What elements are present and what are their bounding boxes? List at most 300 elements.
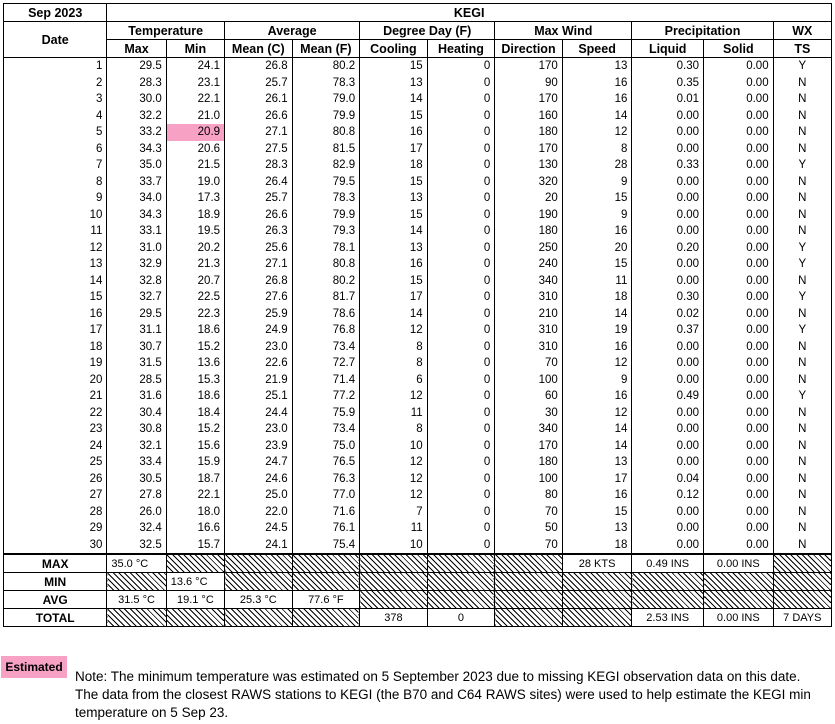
- max-cell: 32.7: [107, 289, 166, 306]
- cooling-cell: 16: [360, 124, 428, 141]
- direction-cell: 310: [495, 322, 563, 339]
- mean-f-cell: 79.0: [292, 91, 360, 108]
- min-cell: 18.6: [166, 388, 224, 405]
- min-cell: 15.2: [166, 421, 224, 438]
- hatched-cell: [632, 591, 704, 609]
- min-cell: 21.3: [166, 256, 224, 273]
- summary-avg-row: [4, 591, 832, 609]
- speed-cell: 16: [562, 223, 632, 240]
- heating-cell: 0: [427, 421, 495, 438]
- mean-f-cell: 72.7: [292, 355, 360, 372]
- direction-cell: 50: [495, 520, 563, 537]
- solid-cell: 0.00: [704, 141, 774, 158]
- heating-cell: 0: [427, 141, 495, 158]
- heating-cell: 0: [427, 355, 495, 372]
- direction-cell: 180: [495, 223, 563, 240]
- ts-cell: Y: [773, 256, 831, 273]
- liquid-cell: 0.00: [632, 108, 704, 125]
- min-cell: 21.0: [166, 108, 224, 125]
- min-column-header: Min: [166, 40, 224, 58]
- ts-cell: N: [773, 372, 831, 389]
- date-cell: 18: [4, 339, 107, 356]
- hatched-cell: [427, 591, 495, 609]
- hatched-cell: [225, 554, 293, 573]
- hatched-cell: [292, 609, 360, 627]
- ts-cell: N: [773, 504, 831, 521]
- mean-f-cell: 80.2: [292, 273, 360, 290]
- max-cell: 29.5: [107, 58, 166, 75]
- ts-cell: N: [773, 454, 831, 471]
- ts-cell: Y: [773, 322, 831, 339]
- min-cell: 21.5: [166, 157, 224, 174]
- table-row: [4, 405, 832, 422]
- liquid-cell: 0.20: [632, 240, 704, 257]
- speed-cell: 9: [562, 207, 632, 224]
- date-cell: 26: [4, 471, 107, 488]
- min-cell: 22.3: [166, 306, 224, 323]
- ts-cell: N: [773, 190, 831, 207]
- min-cell: 15.3: [166, 372, 224, 389]
- mean-f-cell: 73.4: [292, 421, 360, 438]
- estimated-min-cell: 20.9: [166, 124, 224, 141]
- heating-cell: 0: [427, 256, 495, 273]
- solid-cell: 0.00: [704, 174, 774, 191]
- date-cell: 19: [4, 355, 107, 372]
- speed-cell: 16: [562, 339, 632, 356]
- liquid-cell: 0.49: [632, 388, 704, 405]
- cooling-cell: 13: [360, 240, 428, 257]
- footnote: Note: The minimum temperature was estimated on 5 September 2023 due to missing KEGI observation data on this date. The data from the closest RAWS stations to KEGI (the B70 and C64 RAWS sites) were used to help estimate the KEGI min temperature on 5 Sep 23.: [75, 669, 811, 720]
- direction-cell: 340: [495, 273, 563, 290]
- heating-cell: 0: [427, 537, 495, 555]
- max-cell: 27.8: [107, 487, 166, 504]
- date-cell: 6: [4, 141, 107, 158]
- mean-c-cell: 26.6: [225, 207, 293, 224]
- solid-cell: 0.00: [704, 421, 774, 438]
- cooling-cell: 17: [360, 141, 428, 158]
- direction-cell: 130: [495, 157, 563, 174]
- solid-cell: 0.00: [704, 190, 774, 207]
- mean-f-cell: 76.1: [292, 520, 360, 537]
- max-cell: 30.8: [107, 421, 166, 438]
- ts-cell: N: [773, 75, 831, 92]
- min-cell: 18.6: [166, 322, 224, 339]
- liquid-cell: 0.00: [632, 355, 704, 372]
- solid-cell: 0.00: [704, 520, 774, 537]
- solid-cell: 0.00: [704, 306, 774, 323]
- liquid-cell: 0.00: [632, 438, 704, 455]
- solid-cell: 0.00: [704, 372, 774, 389]
- hatched-cell: [166, 609, 224, 627]
- heating-cell: 0: [427, 223, 495, 240]
- mean-c-cell: 26.8: [225, 273, 293, 290]
- max-cell: 33.1: [107, 223, 166, 240]
- liquid-cell: 0.00: [632, 339, 704, 356]
- ts-column-header: TS: [773, 40, 831, 58]
- mean-f-cell: 79.5: [292, 174, 360, 191]
- cooling-cell: 14: [360, 91, 428, 108]
- ts-cell: Y: [773, 240, 831, 257]
- solid-cell: 0.00: [704, 405, 774, 422]
- cooling-cell: 8: [360, 355, 428, 372]
- table-row: [4, 537, 832, 555]
- mean-c-column-header: Mean (C): [225, 40, 293, 58]
- mean-f-cell: 75.9: [292, 405, 360, 422]
- table-row: [4, 438, 832, 455]
- date-cell: 21: [4, 388, 107, 405]
- max-cell: 34.3: [107, 141, 166, 158]
- max-cell: 29.5: [107, 306, 166, 323]
- mean-f-cell: 77.0: [292, 487, 360, 504]
- mean-f-cell: 80.2: [292, 58, 360, 75]
- date-cell: 22: [4, 405, 107, 422]
- heating-cell: 0: [427, 520, 495, 537]
- max-cell: 32.1: [107, 438, 166, 455]
- direction-cell: 80: [495, 487, 563, 504]
- liquid-cell: 0.00: [632, 421, 704, 438]
- hatched-cell: [495, 609, 563, 627]
- wx-group-header: WX: [773, 22, 831, 40]
- direction-column-header: Direction: [495, 40, 563, 58]
- summary-min-row: [4, 573, 832, 591]
- date-cell: 9: [4, 190, 107, 207]
- direction-cell: 170: [495, 141, 563, 158]
- speed-cell: 15: [562, 190, 632, 207]
- table-row: [4, 322, 832, 339]
- precipitation-group-header: Precipitation: [632, 22, 773, 40]
- max-cell: 30.7: [107, 339, 166, 356]
- mean-c-cell: 22.6: [225, 355, 293, 372]
- liquid-cell: 0.00: [632, 124, 704, 141]
- date-cell: 29: [4, 520, 107, 537]
- cooling-cell: 12: [360, 471, 428, 488]
- table-row: [4, 141, 832, 158]
- speed-cell: 16: [562, 487, 632, 504]
- direction-cell: 250: [495, 240, 563, 257]
- table-row: [4, 471, 832, 488]
- max-cell: 33.4: [107, 454, 166, 471]
- max-cell: 28.5: [107, 372, 166, 389]
- heating-cell: 0: [427, 273, 495, 290]
- heating-cell: 0: [427, 339, 495, 356]
- direction-cell: 320: [495, 174, 563, 191]
- total-row-label: TOTAL: [4, 609, 107, 627]
- summary-min-temp: 13.6 °C: [166, 573, 224, 591]
- ts-cell: N: [773, 141, 831, 158]
- ts-cell: N: [773, 273, 831, 290]
- min-cell: 22.1: [166, 91, 224, 108]
- mean-c-cell: 23.9: [225, 438, 293, 455]
- mean-f-cell: 78.6: [292, 306, 360, 323]
- table-row: [4, 108, 832, 125]
- cooling-cell: 10: [360, 537, 428, 555]
- solid-cell: 0.00: [704, 504, 774, 521]
- min-cell: 17.3: [166, 190, 224, 207]
- date-cell: 10: [4, 207, 107, 224]
- cooling-cell: 15: [360, 174, 428, 191]
- liquid-cell: 0.00: [632, 504, 704, 521]
- solid-cell: 0.00: [704, 537, 774, 555]
- direction-cell: 70: [495, 537, 563, 555]
- mean-c-cell: 22.0: [225, 504, 293, 521]
- hatched-cell: [495, 591, 563, 609]
- table-row: [4, 91, 832, 108]
- ts-cell: N: [773, 405, 831, 422]
- direction-cell: 70: [495, 504, 563, 521]
- hatched-cell: [632, 573, 704, 591]
- table-row: [4, 504, 832, 521]
- heating-cell: 0: [427, 405, 495, 422]
- summary-total-row: [4, 609, 832, 627]
- liquid-cell: 0.00: [632, 273, 704, 290]
- direction-cell: 170: [495, 91, 563, 108]
- min-cell: 18.7: [166, 471, 224, 488]
- solid-cell: 0.00: [704, 454, 774, 471]
- direction-cell: 170: [495, 438, 563, 455]
- solid-cell: 0.00: [704, 289, 774, 306]
- ts-cell: N: [773, 421, 831, 438]
- cooling-cell: 15: [360, 273, 428, 290]
- cooling-cell: 12: [360, 487, 428, 504]
- summary-avg-mean-c: 25.3 °C: [225, 591, 293, 609]
- max-cell: 34.3: [107, 207, 166, 224]
- direction-cell: 30: [495, 405, 563, 422]
- direction-cell: 240: [495, 256, 563, 273]
- liquid-cell: 0.04: [632, 471, 704, 488]
- heating-cell: 0: [427, 454, 495, 471]
- cooling-cell: 8: [360, 339, 428, 356]
- date-column-header: Date: [4, 22, 107, 58]
- speed-cell: 18: [562, 537, 632, 555]
- climate-summary-table: [3, 3, 832, 627]
- min-cell: 16.6: [166, 520, 224, 537]
- hatched-cell: [773, 554, 831, 573]
- table-row: [4, 372, 832, 389]
- speed-cell: 20: [562, 240, 632, 257]
- summary-total-liquid: 2.53 INS: [632, 609, 704, 627]
- solid-cell: 0.00: [704, 207, 774, 224]
- mean-c-cell: 24.5: [225, 520, 293, 537]
- solid-column-header: Solid: [704, 40, 774, 58]
- table-row: [4, 240, 832, 257]
- mean-f-cell: 79.9: [292, 207, 360, 224]
- date-cell: 28: [4, 504, 107, 521]
- mean-f-cell: 80.8: [292, 124, 360, 141]
- hatched-cell: [107, 573, 166, 591]
- solid-cell: 0.00: [704, 108, 774, 125]
- heating-cell: 0: [427, 504, 495, 521]
- cooling-cell: 12: [360, 454, 428, 471]
- ts-cell: N: [773, 438, 831, 455]
- heating-cell: 0: [427, 157, 495, 174]
- speed-cell: 8: [562, 141, 632, 158]
- heating-cell: 0: [427, 174, 495, 191]
- max-cell: 34.0: [107, 190, 166, 207]
- date-cell: 27: [4, 487, 107, 504]
- min-cell: 15.6: [166, 438, 224, 455]
- mean-c-cell: 24.1: [225, 537, 293, 555]
- speed-cell: 12: [562, 405, 632, 422]
- mean-f-cell: 81.7: [292, 289, 360, 306]
- mean-c-cell: 26.8: [225, 58, 293, 75]
- heating-cell: 0: [427, 58, 495, 75]
- liquid-cell: 0.12: [632, 487, 704, 504]
- direction-cell: 310: [495, 289, 563, 306]
- date-cell: 23: [4, 421, 107, 438]
- mean-f-cell: 78.1: [292, 240, 360, 257]
- liquid-cell: 0.00: [632, 190, 704, 207]
- max-row-label: MAX: [4, 554, 107, 573]
- summary-avg-max: 31.5 °C: [107, 591, 166, 609]
- date-cell: 4: [4, 108, 107, 125]
- max-cell: 30.5: [107, 471, 166, 488]
- date-cell: 16: [4, 306, 107, 323]
- hatched-cell: [704, 573, 774, 591]
- min-cell: 22.5: [166, 289, 224, 306]
- date-cell: 13: [4, 256, 107, 273]
- hatched-cell: [704, 591, 774, 609]
- max-cell: 31.6: [107, 388, 166, 405]
- max-cell: 26.0: [107, 504, 166, 521]
- solid-cell: 0.00: [704, 75, 774, 92]
- cooling-cell: 13: [360, 75, 428, 92]
- max-cell: 31.0: [107, 240, 166, 257]
- mean-c-cell: 25.6: [225, 240, 293, 257]
- liquid-cell: 0.00: [632, 372, 704, 389]
- heating-cell: 0: [427, 108, 495, 125]
- liquid-cell: 0.02: [632, 306, 704, 323]
- mean-f-cell: 76.5: [292, 454, 360, 471]
- max-cell: 35.0: [107, 157, 166, 174]
- heating-cell: 0: [427, 75, 495, 92]
- table-row: [4, 289, 832, 306]
- direction-cell: 100: [495, 471, 563, 488]
- avg-row-label: AVG: [4, 591, 107, 609]
- hatched-cell: [427, 573, 495, 591]
- ts-cell: Y: [773, 388, 831, 405]
- max-cell: 32.4: [107, 520, 166, 537]
- ts-cell: N: [773, 108, 831, 125]
- mean-c-cell: 24.7: [225, 454, 293, 471]
- liquid-column-header: Liquid: [632, 40, 704, 58]
- daily-rows: [4, 58, 832, 555]
- heating-cell: 0: [427, 438, 495, 455]
- max-column-header: Max: [107, 40, 166, 58]
- min-cell: 22.1: [166, 487, 224, 504]
- speed-cell: 11: [562, 273, 632, 290]
- mean-f-cell: 78.3: [292, 75, 360, 92]
- liquid-cell: 0.00: [632, 405, 704, 422]
- speed-cell: 13: [562, 58, 632, 75]
- date-cell: 3: [4, 91, 107, 108]
- speed-cell: 15: [562, 256, 632, 273]
- heating-cell: 0: [427, 487, 495, 504]
- max-cell: 32.8: [107, 273, 166, 290]
- summary-max-liquid: 0.49 INS: [632, 554, 704, 573]
- min-cell: 15.2: [166, 339, 224, 356]
- direction-cell: 20: [495, 190, 563, 207]
- mean-c-cell: 26.1: [225, 91, 293, 108]
- speed-cell: 19: [562, 322, 632, 339]
- hatched-cell: [427, 554, 495, 573]
- mean-f-cell: 82.9: [292, 157, 360, 174]
- summary-avg-mean-f: 77.6 °F: [292, 591, 360, 609]
- mean-c-cell: 27.6: [225, 289, 293, 306]
- cooling-cell: 14: [360, 306, 428, 323]
- mean-c-cell: 25.9: [225, 306, 293, 323]
- table-row: [4, 223, 832, 240]
- min-row-label: MIN: [4, 573, 107, 591]
- hatched-cell: [562, 609, 632, 627]
- mean-f-cell: 75.0: [292, 438, 360, 455]
- direction-cell: 180: [495, 124, 563, 141]
- mean-c-cell: 26.6: [225, 108, 293, 125]
- mean-f-cell: 79.3: [292, 223, 360, 240]
- speed-cell: 13: [562, 520, 632, 537]
- ts-cell: N: [773, 306, 831, 323]
- heating-cell: 0: [427, 471, 495, 488]
- heating-cell: 0: [427, 207, 495, 224]
- liquid-cell: 0.30: [632, 289, 704, 306]
- max-cell: 32.9: [107, 256, 166, 273]
- speed-cell: 14: [562, 438, 632, 455]
- mean-c-cell: 27.1: [225, 124, 293, 141]
- ts-cell: Y: [773, 157, 831, 174]
- mean-f-cell: 76.3: [292, 471, 360, 488]
- mean-f-cell: 71.4: [292, 372, 360, 389]
- heating-cell: 0: [427, 289, 495, 306]
- min-cell: 18.9: [166, 207, 224, 224]
- ts-cell: N: [773, 174, 831, 191]
- date-cell: 5: [4, 124, 107, 141]
- date-cell: 15: [4, 289, 107, 306]
- ts-cell: N: [773, 339, 831, 356]
- cooling-cell: 11: [360, 405, 428, 422]
- ts-cell: N: [773, 207, 831, 224]
- liquid-cell: 0.01: [632, 91, 704, 108]
- summary-max-row: [4, 554, 832, 573]
- date-cell: 17: [4, 322, 107, 339]
- max-cell: 32.5: [107, 537, 166, 555]
- solid-cell: 0.00: [704, 355, 774, 372]
- liquid-cell: 0.00: [632, 520, 704, 537]
- max-wind-group-header: Max Wind: [495, 22, 632, 40]
- date-cell: 12: [4, 240, 107, 257]
- date-cell: 30: [4, 537, 107, 555]
- heating-column-header: Heating: [427, 40, 495, 58]
- heating-cell: 0: [427, 240, 495, 257]
- table-row: [4, 339, 832, 356]
- station-label: KEGI: [107, 4, 832, 22]
- speed-cell: 16: [562, 91, 632, 108]
- mean-f-cell: 81.5: [292, 141, 360, 158]
- date-cell: 14: [4, 273, 107, 290]
- cooling-cell: 16: [360, 256, 428, 273]
- liquid-cell: 0.35: [632, 75, 704, 92]
- date-cell: 25: [4, 454, 107, 471]
- min-cell: 15.9: [166, 454, 224, 471]
- speed-cell: 16: [562, 75, 632, 92]
- mean-f-cell: 75.4: [292, 537, 360, 555]
- direction-cell: 180: [495, 454, 563, 471]
- mean-c-cell: 24.4: [225, 405, 293, 422]
- max-cell: 32.2: [107, 108, 166, 125]
- cooling-cell: 15: [360, 58, 428, 75]
- min-cell: 23.1: [166, 75, 224, 92]
- max-cell: 30.0: [107, 91, 166, 108]
- ts-cell: N: [773, 471, 831, 488]
- mean-c-cell: 23.0: [225, 421, 293, 438]
